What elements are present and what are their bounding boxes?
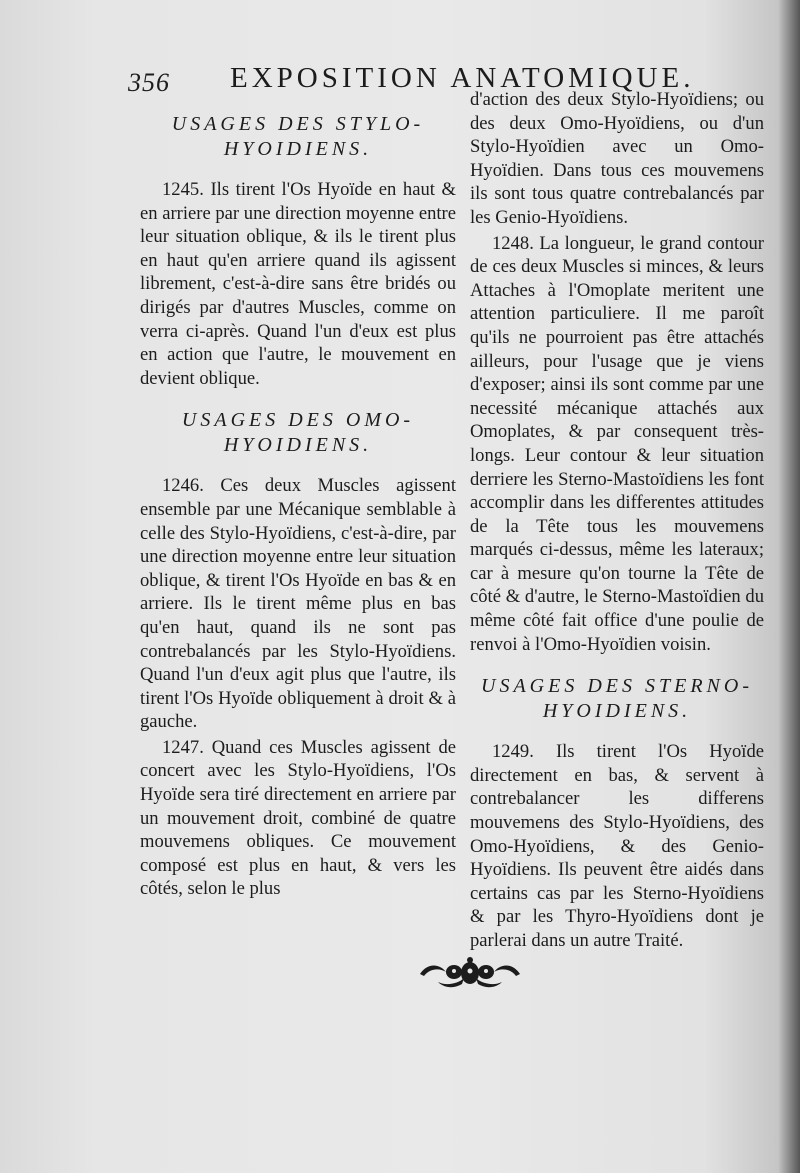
paragraph-continuation: d'action des deux Stylo-Hyoïdiens; ou des deux Omo-Hyoïdiens, ou d'un Stylo-Hyoïdien avec un Omo-Hyoïdien. Dans tous ces mouvemens ils sont tous quatre contrebalancés par les Genio-Hyoïdiens. — [470, 89, 764, 228]
running-title: EXPOSITION ANATOMIQUE. — [230, 62, 695, 94]
section-heading-omo-hyoidiens — [140, 408, 456, 458]
tailpiece-ornament-icon — [418, 956, 522, 990]
paragraph-1245: 1245. Ils tirent l'Os Hyoïde en haut & en arriere par une direction moyenne entre leur situation oblique, & ils le tirent plus en haut qu'en arriere quand ils agissent librement, c'est-à-dire sans être bridés ou dirigés par d'autres Muscles, comme on verra ci-après. Quand l'un d'eux est plus en action que l'autre, le mouvement en devient oblique. — [140, 179, 456, 389]
paragraph-1249: 1249. Ils tirent l'Os Hyoïde directement en bas, & servent à contrebalancer les differens mouvemens des Stylo-Hyoïdiens, des Omo-Hyoïdiens, & des Genio-Hyoïdiens. Ils peuvent être aidés dans certains cas par les Sterno-Hyoïdiens & par les Thyro-Hyoïdiens dont je parlerai dans un autre Traité. — [470, 741, 764, 951]
heading-line: HYOIDIENS. — [223, 434, 373, 457]
page-number: 356 — [128, 68, 170, 97]
heading-line: HYOIDIENS. — [223, 138, 373, 160]
heading-line: USAGES DES STYLO- — [171, 113, 425, 135]
page-edge-shadow — [778, 0, 800, 1173]
paragraph-1247: 1247. Quand ces Muscles agissent de concert avec les Stylo-Hyoïdiens, l'Os Hyoïde sera tiré directement en arriere par un mouvement droit, combiné de quatre mouvemens obliques. Ce mouvement composé est plus en haut, & vers les côtés, selon le plus — [140, 736, 456, 900]
paragraph-1246: 1246. Ces deux Muscles agissent ensemble par une Mécanique semblable à celle des Stylo-Hyoïdiens, c'est-à-dire, par une direction moyenne entre leur situation oblique, & tirent l'Os Hyoïde en bas & en arriere. Ils le tirent même plus en bas qu'en haut, quand ils ne sont pas contrebalancés par les Stylo-Hyoïdiens. Quand l'un d'eux agit plus que l'autre, ils tirent l'Os Hyoïde obliquement à droit & à gauche. — [140, 475, 456, 733]
section-heading-sterno-hyoidiens — [470, 674, 764, 724]
right-column — [470, 88, 764, 955]
section-heading-stylo-hyoidiens — [140, 112, 456, 162]
heading-line: USAGES DES OMO- — [181, 409, 415, 432]
heading-line: HYOIDIENS. — [542, 700, 692, 723]
left-column — [140, 112, 456, 903]
paragraph-1248: 1248. La longueur, le grand contour de ces deux Muscles si minces, & leurs Attaches à l'Omoplate meritent une attention particuliere. Il me paroît qu'ils ne pourroient pas être attachés ailleurs, pour l'usage que je viens d'exposer; ainsi ils sont comme par une necessité mécanique attachés aux Omoplates, & par consequent très-longs. Leur contour & leur situation derriere les Sterno-Mastoïdiens les font accomplir dans les differentes attitudes de la Tête tous les mouvemens marqués ci-dessus, même les lateraux; car à mesure qu'on tourne la Tête de côté & d'autre, le Sterno-Mastoïdien du même côté fait office d'une poulie de renvoi à l'Omo-Hyoïdien voisin. — [470, 232, 764, 655]
heading-line: USAGES DES STERNO- — [481, 675, 753, 698]
